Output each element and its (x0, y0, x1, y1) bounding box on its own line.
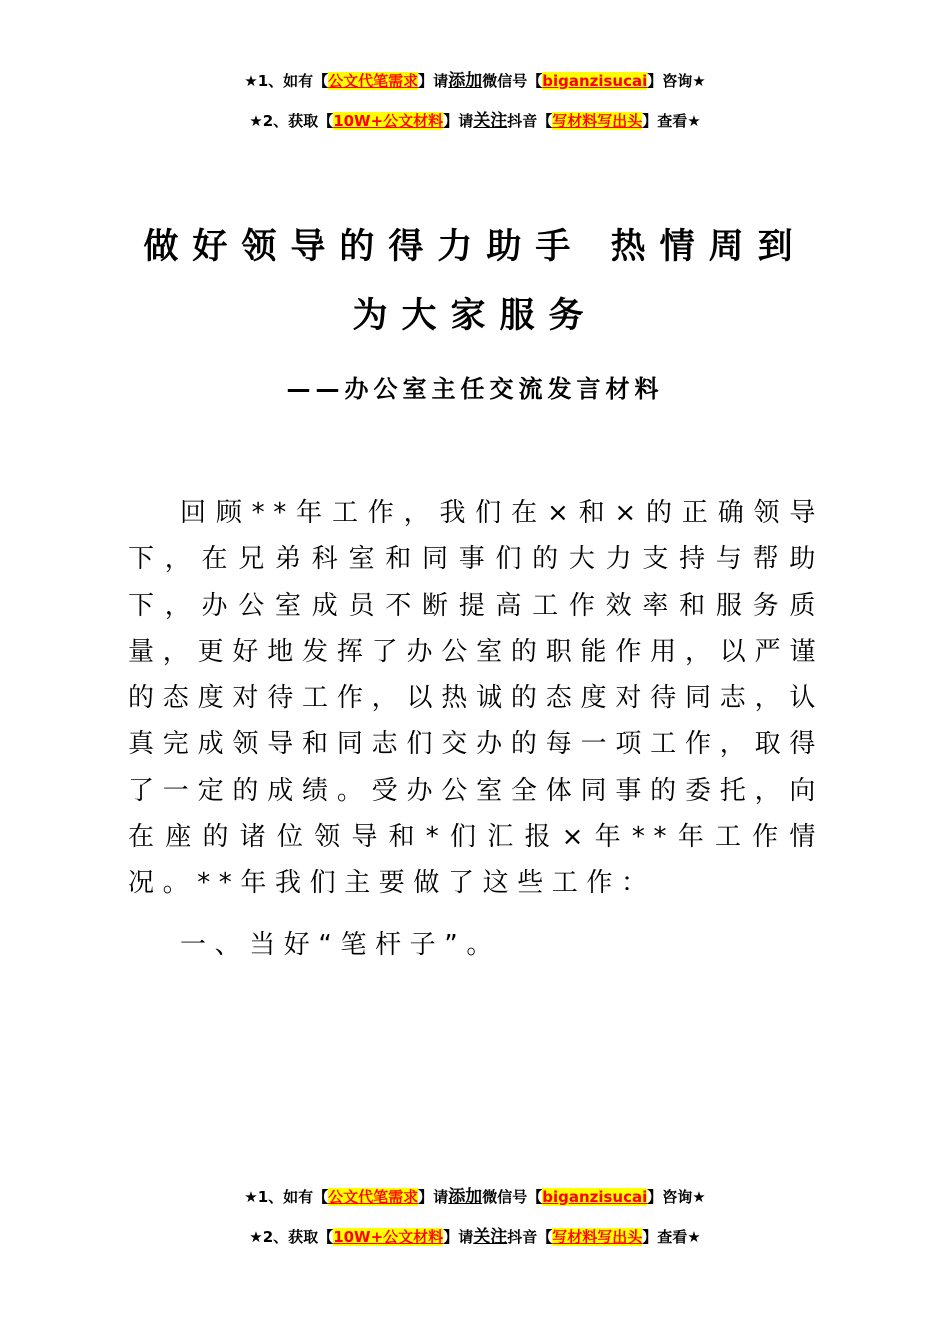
promo-text: 】咨询 (647, 1188, 693, 1206)
promo-emphasis: 关注 (473, 1227, 508, 1247)
promo-bottom-line-1 (0, 1187, 950, 1207)
document-title-line-1: 做好领导的得力助手 热情周到 (143, 227, 807, 267)
star-icon: ★ (249, 112, 263, 130)
star-icon: ★ (244, 1188, 258, 1206)
promo-text: 抖音【 (507, 112, 553, 130)
promo-highlight-materials: 10W+公文材料 (333, 1228, 444, 1246)
promo-highlight-materials: 10W+公文材料 (333, 112, 444, 130)
promo-emphasis: 添加 (448, 71, 483, 91)
body-paragraph: 回顾**年工作，我们在×和×的正确领导下，在兄弟科室和同事们的大力支持与帮助下，办公室成员不断提高工作效率和服务质量，更好地发挥了办公室的职能作用，以严谨的态度对待工作，以热诚的态度对待同志，认真完成领导和同志们交办的每一项工作，取得了一定的成绩。受办公室全体同事的委托，向在座的诸位领导和*们汇报×年**年工作情况。**年我们主要做了这些工作： (128, 498, 824, 899)
promo-highlight-wechat-id: biganzisucai (542, 72, 648, 90)
section-heading-1: 一、当好“笔杆子”。 (180, 930, 501, 960)
promo-highlight-service: 公文代笔需求 (328, 1188, 419, 1206)
promo-emphasis: 添加 (448, 1187, 483, 1207)
document-subtitle: ——办公室主任交流发言材料 (286, 375, 664, 403)
promo-text: 】查看 (642, 112, 688, 130)
promo-text: 微信号【 (482, 72, 543, 90)
star-icon: ★ (244, 72, 258, 90)
document-title-line-2: 为大家服务 (352, 296, 598, 336)
promo-text: 】查看 (642, 1228, 688, 1246)
promo-text: 2、获取【 (262, 1228, 334, 1246)
promo-text: 微信号【 (482, 1188, 543, 1206)
star-icon: ★ (687, 1228, 701, 1246)
promo-text: 】请 (443, 112, 474, 130)
promo-text: 抖音【 (507, 1228, 553, 1246)
promo-text: 】咨询 (647, 72, 693, 90)
promo-text: 】请 (418, 72, 449, 90)
promo-text: 1、如有【 (257, 1188, 329, 1206)
star-icon: ★ (692, 72, 706, 90)
promo-emphasis: 关注 (473, 111, 508, 131)
promo-highlight-wechat-id: biganzisucai (542, 1188, 648, 1206)
star-icon: ★ (249, 1228, 263, 1246)
promo-bottom-line-2 (0, 1227, 950, 1247)
promo-top-line-1 (0, 71, 950, 91)
promo-top-line-2 (0, 111, 950, 131)
promo-text: 】请 (443, 1228, 474, 1246)
promo-text: 2、获取【 (262, 112, 334, 130)
star-icon: ★ (687, 112, 701, 130)
promo-highlight-service: 公文代笔需求 (328, 72, 419, 90)
star-icon: ★ (692, 1188, 706, 1206)
promo-highlight-douyin: 写材料写出头 (552, 1228, 643, 1246)
promo-highlight-douyin: 写材料写出头 (552, 112, 643, 130)
promo-text: 】请 (418, 1188, 449, 1206)
promo-text: 1、如有【 (257, 72, 329, 90)
